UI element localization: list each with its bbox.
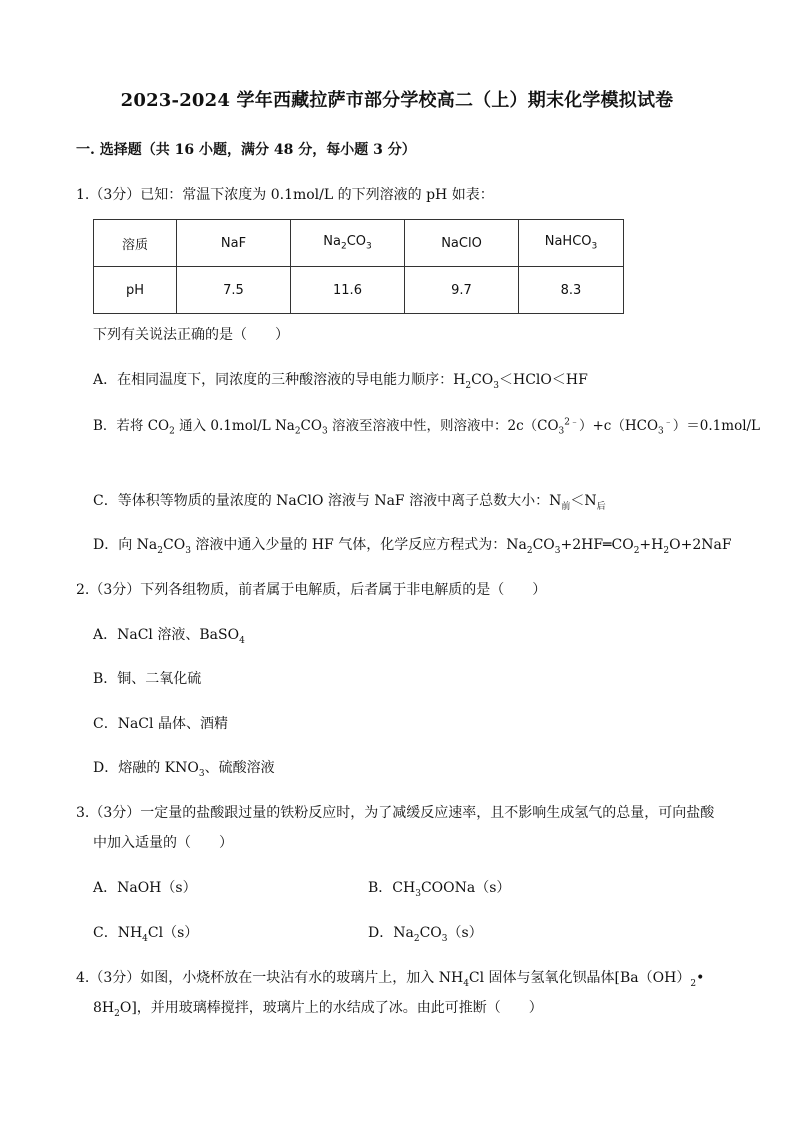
q2-option-a: A．NaCl 溶液、BaSO$_4$: [93, 627, 245, 646]
table-header-cell: NaHCO$_3$: [519, 220, 624, 267]
q4-stem-line2: $8H_2O$]，并用玻璃棒搅拌，玻璃片上的水结成了冰。由此可推断（ ）: [93, 1000, 543, 1019]
table-row: [94, 267, 624, 314]
q1-stem: 1.（3分）已知：常温下浓度为 0.1mol/L 的下列溶液的 pH 如表：: [76, 187, 494, 203]
table-cell: 9.7: [405, 267, 519, 314]
q2-stem: 2.（3分）下列各组物质，前者属于电解质，后者属于非电解质的是（ ）: [76, 582, 547, 598]
q1-option-b: B．若将 $CO_2$ 通入 0.1mol/L $Na_2CO_3$ 溶液至溶液中性，则溶液中：$2c(CO_3^{2﹣})+c(HCO_3^﹣)=0.1mol/L$: [93, 417, 761, 437]
exam-title: 2023-2024 学年西藏拉萨市部分学校高二（上）期末化学模拟试卷: [120, 90, 674, 111]
table-header-cell: $Na_2CO_3$: [291, 220, 405, 267]
table-cell: 7.5: [177, 267, 291, 314]
table-header-cell: NaClO: [405, 220, 519, 267]
section-heading: 一. 选择题（共 16 小题，满分 48 分，每小题 3 分）: [76, 142, 416, 158]
q2-option-c: C．NaCl 晶体、酒精: [93, 716, 228, 732]
table-row: [94, 220, 624, 267]
table-cell: 8.3: [519, 267, 624, 314]
table-header-cell: 溶质: [94, 220, 177, 267]
q1-option-a: A．在相同温度下，同浓度的三种酸溶液的导电能力顺序：$H_2CO_3<HClO<HF$: [93, 372, 588, 391]
q3-option-c: C．$NH_4Cl(s)$: [93, 925, 199, 944]
q2-option-d: D．熔融的 $KNO_3$、硫酸溶液: [93, 760, 275, 779]
ph-table: [93, 219, 624, 314]
table-header-cell: NaF: [177, 220, 291, 267]
q3-option-b: B．$CH_3COONa(s)$: [368, 880, 511, 899]
q1-option-c: C．等体积等物质的量浓度的 NaClO 溶液与 NaF 溶液中离子总数大小：$N_前<N_后$: [93, 493, 606, 512]
q1-option-d: D．向 $Na_2CO_3$ 溶液中通入少量的 HF 气体，化学反应方程式为：$Na_2CO_3+2HF═CO_2+H_2O+2NaF$: [93, 537, 732, 556]
q3-option-d: D．$Na_2CO_3(s)$: [368, 925, 483, 944]
table-row-label: pH: [94, 267, 177, 314]
q3-option-a: A．NaOH（s）: [93, 880, 197, 896]
q2-option-b: B．铜、二氧化硫: [93, 671, 202, 687]
table-cell: 11.6: [291, 267, 405, 314]
q3-stem-line1: 3.（3分）一定量的盐酸跟过量的铁粉反应时，为了减缓反应速率，且不影响生成氢气的总量，可向盐酸: [76, 805, 715, 821]
q1-prompt: 下列有关说法正确的是（ ）: [93, 327, 289, 343]
q4-stem-line1: 4.（3分）如图，小烧杯放在一块沾有水的玻璃片上，加入 $NH_4Cl$ 固体与氢氧化钡晶体[$Ba(OH)_2•$: [76, 970, 705, 989]
q3-stem-line2: 中加入适量的（ ）: [93, 835, 233, 851]
